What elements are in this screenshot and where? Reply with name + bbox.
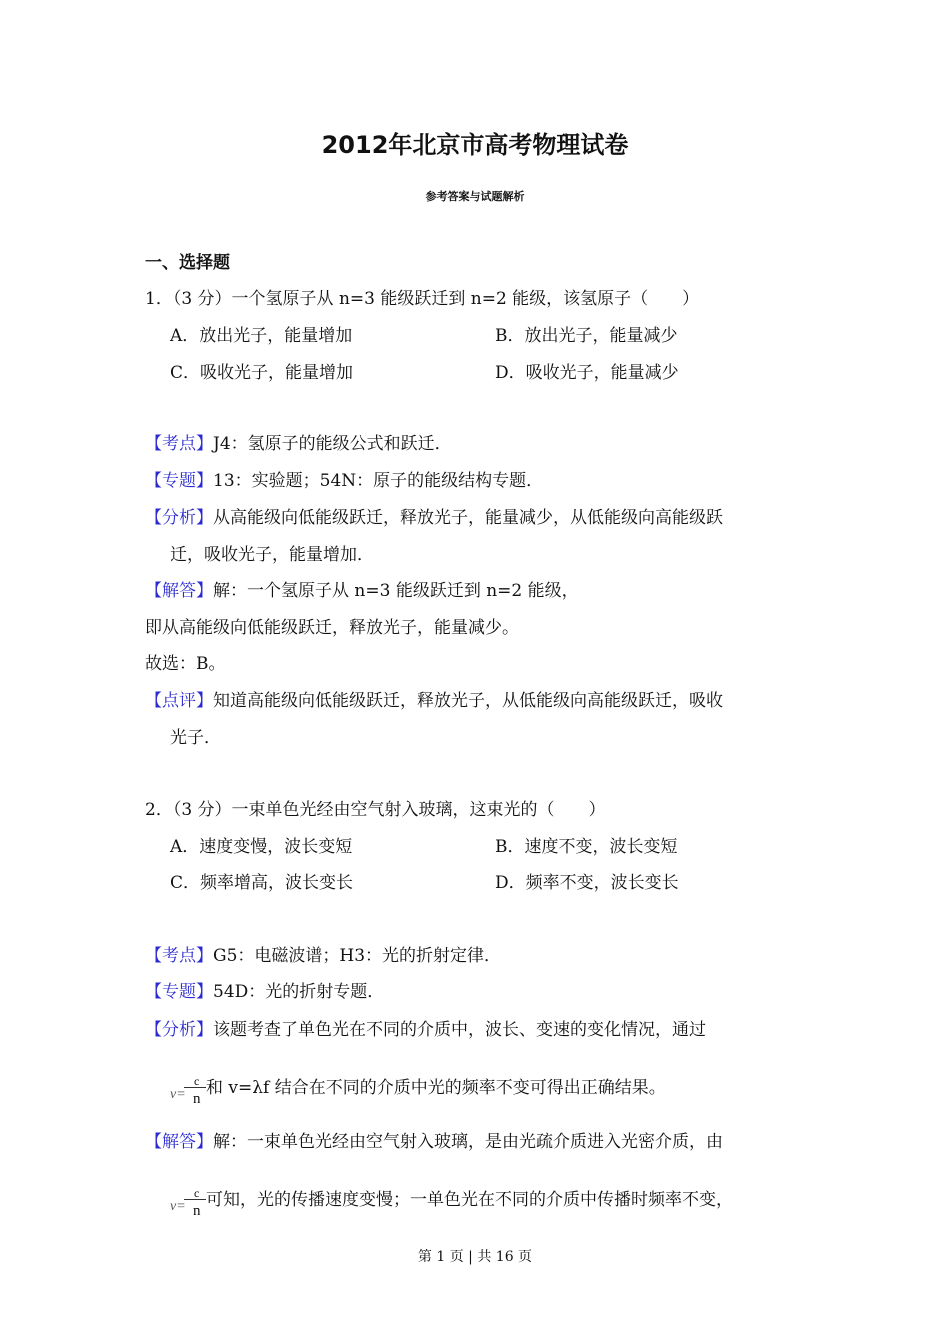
- kaodian-text: G5：电磁波谱；H3：光的折射定律．: [213, 946, 502, 966]
- q2-zhuanti: [145, 981, 384, 1003]
- q2-option-c: C．频率增高，波长变长: [170, 873, 354, 893]
- page-subtitle: 参考答案与试题解析: [425, 190, 525, 203]
- q2-fenxi: [145, 1019, 706, 1041]
- formula-v-c-over-n: v= c n: [170, 1078, 206, 1100]
- q1-jieda: [145, 580, 579, 602]
- q2-kaodian: [145, 945, 501, 967]
- tag-dianping: 【点评】: [145, 691, 213, 711]
- fenxi-text: 该题考查了单色光在不同的介质中，波长、变速的变化情况，通过: [213, 1020, 706, 1040]
- q1-option-d: D．吸收光子，能量减少: [495, 363, 679, 383]
- tag-zhuanti: 【专题】: [145, 471, 213, 491]
- jieda-cont-text: 可知，光的传播速度变慢；一单色光在不同的介质中传播时频率不变，: [206, 1190, 733, 1210]
- q1-kaodian: [145, 433, 452, 455]
- fenxi-text: 从高能级向低能级跃迁，释放光子，能量减少，从低能级向高能级跃: [213, 508, 723, 528]
- q1-option-c: C．吸收光子，能量增加: [170, 363, 354, 383]
- q1-stem: 1．（3 分）一个氢原子从 n=3 能级跃迁到 n=2 能级，该氢原子（ ）: [145, 289, 700, 309]
- jieda-text: 解：一个氢原子从 n=3 能级跃迁到 n=2 能级，: [213, 581, 579, 601]
- tag-fenxi: 【分析】: [145, 508, 213, 528]
- jieda-text: 解：一束单色光经由空气射入玻璃，是由光疏介质进入光密介质，由: [213, 1132, 723, 1152]
- tag-kaodian: 【考点】: [145, 946, 213, 966]
- q2-fenxi-cont: [170, 1073, 666, 1107]
- page-footer: 第 1 页 | 共 16 页: [417, 1249, 533, 1265]
- q2-option-a: A．速度变慢，波长变短: [170, 837, 353, 857]
- dianping-text: 知道高能级向低能级跃迁，释放光子，从低能级向高能级跃迁，吸收: [213, 691, 723, 711]
- tag-jieda: 【解答】: [145, 1132, 213, 1152]
- q2-jieda-cont: [170, 1185, 733, 1219]
- kaodian-text: J4：氢原子的能级公式和跃迁．: [213, 434, 452, 454]
- q1-option-b: B．放出光子，能量减少: [495, 326, 678, 346]
- page-title: 2012年北京市高考物理试卷: [321, 131, 629, 159]
- tag-kaodian: 【考点】: [145, 434, 213, 454]
- q1-dianping: [145, 690, 723, 712]
- fenxi-cont-text: 和 v=λf 结合在不同的介质中光的频率不变可得出正确结果。: [206, 1078, 666, 1098]
- q1-dianping-cont: 光子．: [170, 728, 221, 748]
- q1-jieda-3: 故选：B。: [145, 654, 226, 674]
- q2-jieda: [145, 1131, 723, 1153]
- tag-zhuanti: 【专题】: [145, 982, 213, 1002]
- formula-v-c-over-n: v= c n: [170, 1190, 206, 1212]
- q1-option-a: A．放出光子，能量增加: [170, 326, 353, 346]
- q2-option-d: D．频率不变，波长变长: [495, 873, 679, 893]
- q1-jieda-2: 即从高能级向低能级跃迁，释放光子，能量减少。: [145, 618, 519, 638]
- q1-zhuanti: [145, 470, 543, 492]
- zhuanti-text: 13：实验题；54N：原子的能级结构专题．: [213, 471, 544, 491]
- zhuanti-text: 54D：光的折射专题．: [213, 982, 385, 1002]
- q2-option-b: B．速度不变，波长变短: [495, 837, 678, 857]
- q2-stem: 2．（3 分）一束单色光经由空气射入玻璃，这束光的（ ）: [145, 800, 606, 820]
- q1-fenxi-cont: 迁，吸收光子，能量增加．: [170, 545, 374, 565]
- tag-fenxi: 【分析】: [145, 1020, 213, 1040]
- section-heading: 一、选择题: [145, 253, 230, 273]
- q1-fenxi: [145, 507, 723, 529]
- tag-jieda: 【解答】: [145, 581, 213, 601]
